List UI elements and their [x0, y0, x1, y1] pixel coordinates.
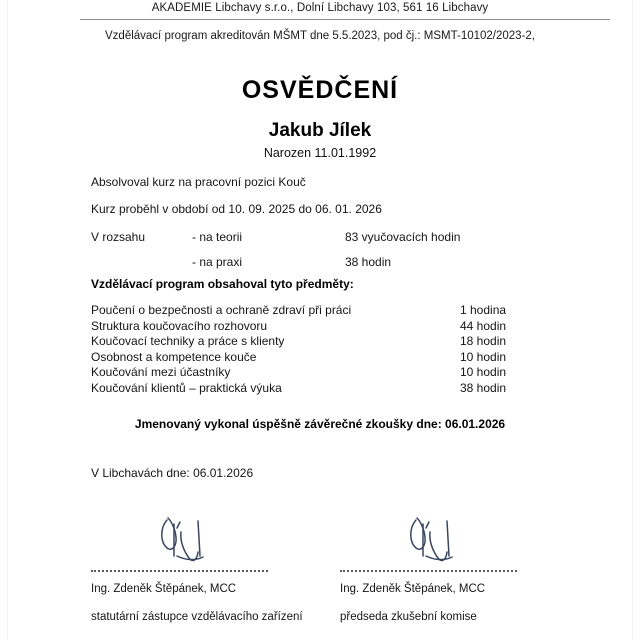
subject-hours: 10 hodin	[460, 365, 507, 379]
course-period-line: Kurz proběhl v období od 10. 09. 2025 do 06. 01. 2026	[91, 202, 382, 216]
signatory-role: statutární zástupce vzdělávacího zařízení	[91, 611, 303, 623]
subject-hours: 18 hodin	[460, 334, 507, 348]
subject-hours: 10 hodin	[460, 349, 507, 364]
place-and-date-line: V Libchavách dne: 06.01.2026	[91, 466, 254, 480]
subject-name: Struktura koučovacího rozhovoru	[91, 318, 268, 333]
subject-name: Osobnost a kompetence kouče	[91, 349, 257, 364]
signature-mark-icon	[340, 512, 590, 568]
scope-item-practice: - na praxi	[192, 255, 243, 269]
subject-hours: 44 hodin	[460, 318, 507, 333]
subjects-heading: Vzdělávací program obsahoval tyto předměty:	[91, 277, 354, 291]
exam-result-line: Jmenovaný vykonal úspěšně závěrečné zkoušky dne: 06.01.2026	[134, 417, 506, 431]
header-accreditation: Vzdělávací program akreditován MŠMT dne 5.5.2023, pod čj.: MSMT-10102/2023-2,	[105, 30, 535, 42]
course-position-line: Absolvoval kurz na pracovní pozici Kouč	[91, 175, 306, 189]
table-row	[91, 319, 511, 335]
signature-block-committee	[340, 512, 590, 623]
table-row	[91, 365, 511, 381]
table-row	[91, 350, 511, 366]
subject-hours: 38 hodin	[460, 380, 507, 395]
scope-value-theory: 83 vyučovacích hodin	[345, 230, 461, 244]
subject-hours: 1 hodina	[460, 303, 507, 317]
header-divider	[80, 19, 610, 20]
table-row	[91, 381, 511, 397]
table-row	[91, 303, 511, 319]
subjects-table	[91, 303, 511, 396]
signatory-name: Ing. Zdeněk Štěpánek, MCC	[91, 583, 237, 595]
signature-mark-icon	[91, 512, 341, 568]
scope-value-practice: 38 hodin	[345, 255, 392, 269]
signature-line	[340, 570, 517, 572]
subject-name: Koučování mezi účastníky	[91, 365, 231, 379]
signatory-name: Ing. Zdeněk Štěpánek, MCC	[340, 583, 486, 595]
scope-label: V rozsahu	[91, 230, 146, 244]
scope-item-theory: - na teorii	[192, 230, 243, 244]
table-row	[91, 334, 511, 350]
header-organization: AKADEMIE Libchavy s.r.o., Dolní Libchavy 103, 561 16 Libchavy	[151, 2, 489, 14]
page-title: OSVĚDČENÍ	[241, 76, 399, 104]
signature-line	[91, 570, 268, 572]
subject-name: Poučení o bezpečnosti a ochraně zdraví při práci	[91, 303, 352, 317]
signatory-role: předseda zkušební komise	[340, 611, 477, 623]
subject-name: Koučovací techniky a práce s klienty	[91, 334, 285, 348]
holder-birth-date: Narozen 11.01.1992	[263, 146, 377, 160]
signature-block-statutory	[91, 512, 341, 623]
subject-name: Koučování klientů – praktická výuka	[91, 380, 282, 395]
holder-name: Jakub Jílek	[268, 120, 372, 141]
